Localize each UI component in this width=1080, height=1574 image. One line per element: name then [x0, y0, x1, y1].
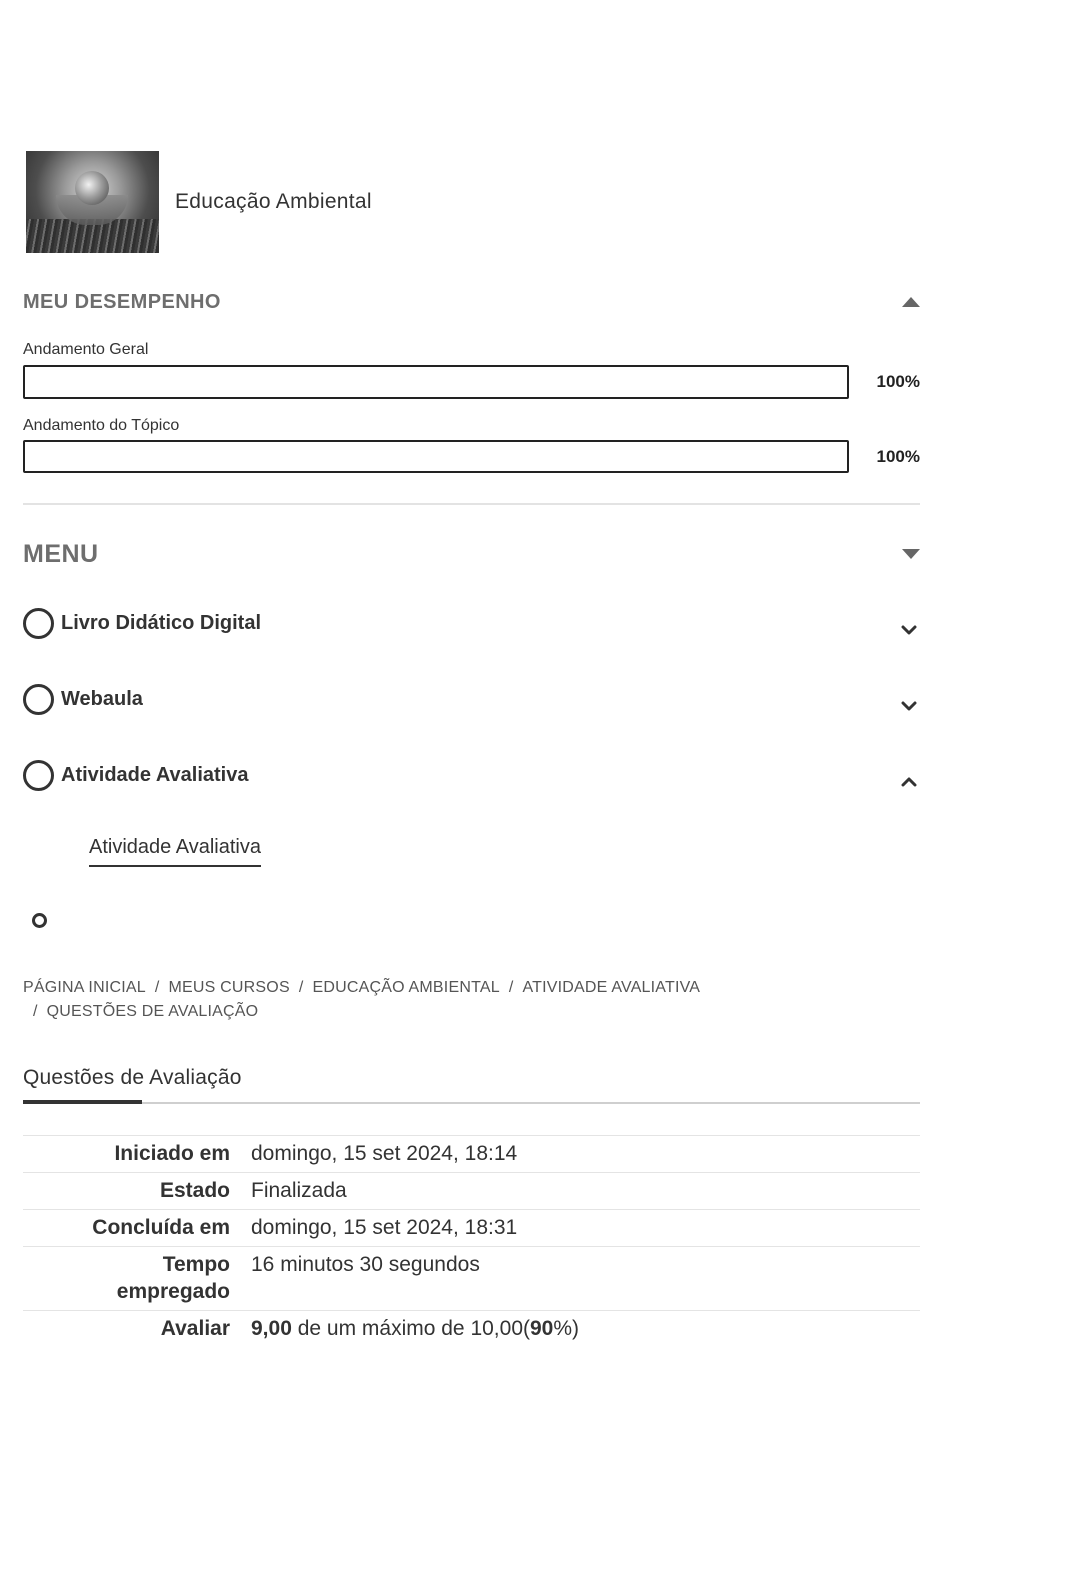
page-title-bar [23, 1066, 920, 1104]
progress-label-topic: Andamento do Tópico [23, 417, 180, 434]
grade-score: 9,00 [251, 1317, 292, 1340]
progress-fill-topic [25, 442, 847, 471]
progress-bar-overall [23, 365, 849, 399]
breadcrumb-separator: / [33, 1003, 38, 1020]
submenu-link-atividade-avaliativa[interactable]: Atividade Avaliativa [89, 836, 261, 867]
breadcrumb-my-courses[interactable]: MEUS CURSOS [168, 979, 290, 996]
performance-title: MEU DESEMPENHO [23, 290, 221, 313]
status-circle-icon [23, 684, 54, 715]
started-value: domingo, 15 set 2024, 18:14 [251, 1142, 518, 1165]
menu-item-label: Livro Didático Digital [61, 611, 262, 634]
menu-item-atividade-avaliativa[interactable] [23, 758, 920, 792]
time-label-line2: empregado [116, 1280, 230, 1303]
table-row [23, 1173, 920, 1210]
state-label: Estado [159, 1179, 230, 1202]
grade-value [230, 1311, 920, 1348]
time-label-line1: Tempo [162, 1253, 230, 1276]
small-circle-icon [32, 913, 47, 928]
state-value: Finalizada [251, 1179, 347, 1202]
completed-label: Concluída em [92, 1216, 230, 1239]
time-label [23, 1247, 230, 1311]
breadcrumb [23, 976, 783, 1024]
table-row [23, 1210, 920, 1247]
grade-text: de um máximo de 10,00( [291, 1317, 530, 1340]
grade-label: Avaliar [160, 1317, 230, 1340]
menu-item-label: Webaula [61, 687, 143, 710]
grade-suffix: %) [553, 1317, 580, 1340]
status-circle-icon [23, 760, 54, 791]
time-value: 16 minutos 30 segundos [251, 1253, 480, 1276]
expand-caret-icon[interactable] [902, 549, 920, 559]
grade-percent: 90 [530, 1317, 554, 1340]
progress-fill-overall [25, 367, 847, 397]
progress-row-overall [23, 365, 920, 399]
page-title: Questões de Avaliação [23, 1066, 242, 1089]
completed-value: domingo, 15 set 2024, 18:31 [251, 1216, 518, 1239]
progress-label-overall: Andamento Geral [23, 341, 149, 358]
section-divider [23, 503, 920, 505]
breadcrumb-activity[interactable]: ATIVIDADE AVALIATIVA [522, 979, 701, 996]
chevron-down-icon[interactable] [901, 622, 917, 638]
menu-title: MENU [23, 539, 99, 568]
table-row [23, 1136, 920, 1173]
breadcrumb-separator: / [298, 979, 304, 996]
status-circle-icon [23, 608, 54, 639]
collapse-caret-icon[interactable] [902, 297, 920, 307]
performance-header[interactable] [23, 288, 920, 316]
breadcrumb-separator: / [508, 979, 514, 996]
table-row [23, 1311, 920, 1348]
progress-value-topic: 100% [876, 446, 920, 466]
breadcrumb-current[interactable]: QUESTÕES DE AVALIAÇÃO [46, 1003, 259, 1020]
chevron-down-icon[interactable] [901, 698, 917, 714]
progress-value-overall: 100% [876, 372, 920, 391]
course-thumbnail[interactable] [26, 151, 159, 253]
breadcrumb-course[interactable]: EDUCAÇÃO AMBIENTAL [312, 979, 500, 996]
menu-item-webaula[interactable] [23, 682, 920, 716]
breadcrumb-separator: / [154, 979, 160, 996]
attempt-summary-table [23, 1135, 920, 1347]
course-title[interactable]: Educação Ambiental [175, 190, 372, 213]
menu-header[interactable] [23, 537, 920, 571]
title-underline [23, 1100, 142, 1104]
progress-bar-topic [23, 440, 849, 473]
menu-item-livro-didatico[interactable] [23, 606, 920, 640]
course-header [26, 151, 372, 253]
thumbnail-globe [75, 171, 109, 205]
table-row [23, 1247, 920, 1311]
progress-row-topic [23, 440, 920, 473]
started-label: Iniciado em [114, 1142, 230, 1165]
menu-item-label: Atividade Avaliativa [61, 763, 249, 786]
chevron-up-icon[interactable] [901, 774, 917, 790]
breadcrumb-home[interactable]: PÁGINA INICIAL [23, 979, 146, 996]
